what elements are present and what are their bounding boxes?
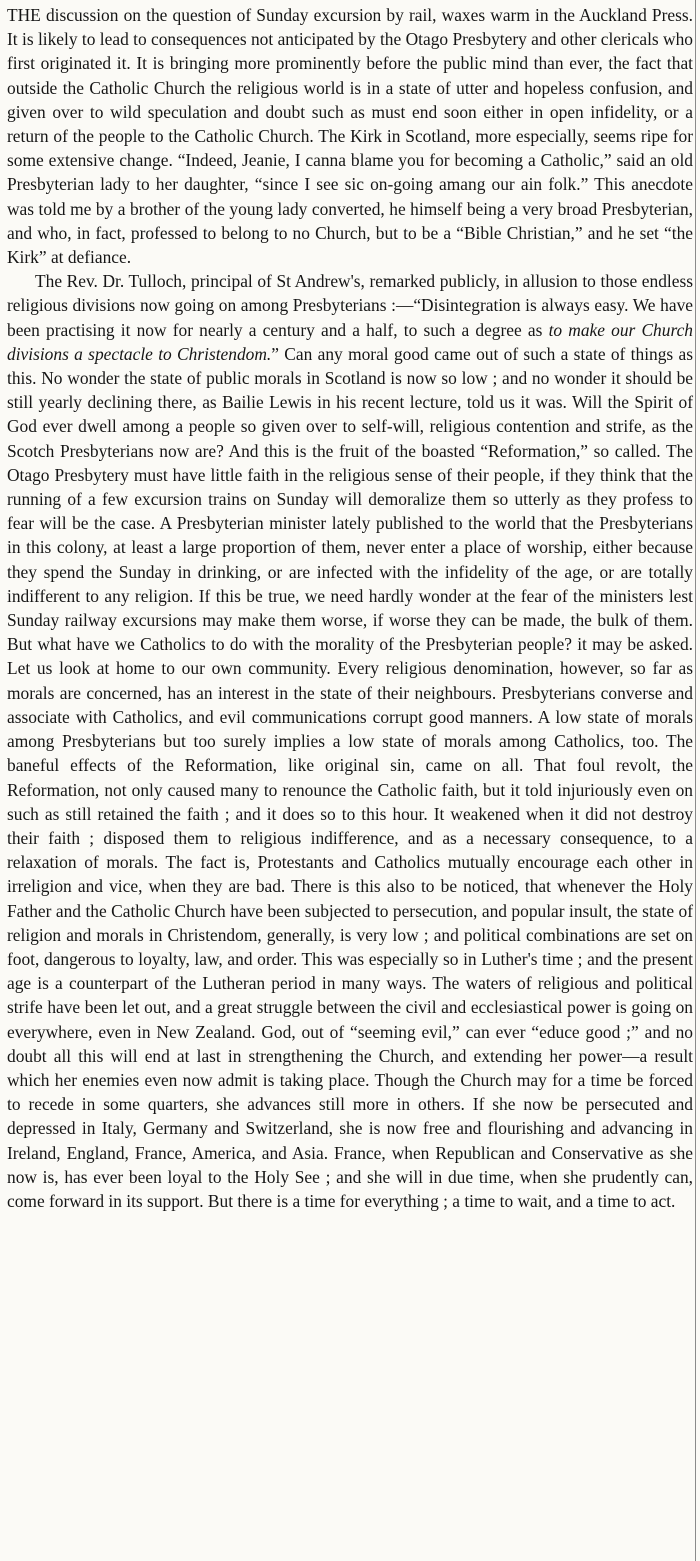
paragraph-2-opening: The Rev. Dr. Tulloch, principal of St Andrew's, remarked publicly, in allusion to those endless religious divisions now going on among Presbyterians :—“Disintegration is always easy. We have been practising it now for nearly a century and a half, to such a degree as — [7, 271, 693, 340]
italic-quotation: to make our Church divisions a spectacle to Christendom. — [7, 319, 693, 364]
column-rule — [695, 0, 696, 1561]
paragraph-2-body: ” Can any moral good came out of such a state of things as this. No wonder the state of public morals in Scotland is now so low ; and no wonder it should be still yearly declining there, as Bailie Lewis in his recent lecture, told us it was. Will the Spirit of God ever dwell among a people so given over to self-will, religious contention and strife, as the Scotch Presbyterians now are? And this is the fruit of the boasted “Reformation,” so called. The Otago Presbytery must have little faith in the religious sense of their people, if they think that the running of a few excursion trains on Sunday will demoralize them so utterly as they profess to fear will be the case. A Presbyterian minister lately published to the world that the Presbyterians in this colony, at least a large proportion of them, never enter a place of worship, either because they spend the Sunday in drinking, or are infected with the infidelity of the age, or are totally indifferent to any religion. If this be true, we need hardly wonder at the fear of the ministers lest Sunday railway excursions may make them worse, if worse they can be made, the bulk of them. But what have we Catholics to do with the morality of the Presbyterian people? it may be asked. Let us look at home to our own community. Every religious denomination, however, so far as morals are concerned, has an interest in the state of their neighbours. Presbyterians converse and associate with Catholics, and evil communications corrupt good manners. A low state of morals among Presbyterians but too surely implies a low state of morals among Catholics, too. The baneful effects of the Reformation, like original sin, came on all. That foul revolt, the Reformation, not only caused many to renounce the Catholic faith, but it told injuriously even on such as still retained the faith ; and it does so to this hour. It weakened when it did not destroy their faith ; disposed them to religious indifference, and as a necessary consequence, to a relaxation of morals. The fact is, Protestants and Catholics mutually encourage each other in irreligion and vice, when they are bad. There is this also to be noticed, that whenever the Holy Father and the Catholic Church have been subjected to persecution, and popular insult, the state of religion and morals in Christendom, generally, is very low ; and political combinations are set on foot, dangerous to loyalty, law, and order. This was especially so in Luther's time ; and the present age is a counterpart of the Lutheran period in many ways. The waters of religious and political strife have been let out, and a great struggle between the civil and ecclesiastical power is going on everywhere, even in New Zealand. God, out of “seeming evil,” can ever “educe good ;” and no doubt all this will end at last in strengthening the Church, and extending her power—a result which her enemies even now admit is taking place. Though the Church may for a time be forced to recede in some quarters, she advances still more in others. If she now be persecuted and depressed in Italy, Germany and Switzerland, she is now free and flourishing and advancing in Ireland, England, France, America, and Asia. France, when Republican and Conservative as she now is, has ever been loyal to the Holy See ; and she will in due time, when she prudently can, come forward in its support. But there is a time for everything ; a time to wait, and a time to act. — [7, 343, 693, 1211]
article-paragraph-2 — [7, 269, 693, 1213]
article-paragraph-1: THE discussion on the question of Sunday excursion by rail, waxes warm in the Auckland Press. It is likely to lead to consequences not anticipated by the Otago Presbytery and other clericals who first originated it. It is bringing more prominently before the public mind than ever, the fact that outside the Catholic Church the religious world is in a state of utter and hopeless confusion, and given over to wild speculation and doubt such as must end soon either in open infidelity, or a return of the people to the Catholic Church. The Kirk in Scotland, more especially, seems ripe for some extensive change. “Indeed, Jeanie, I canna blame you for becoming a Catholic,” said an old Presbyterian lady to her daughter, “since I see sic on-going amang our ain folk.” This anecdote was told me by a brother of the young lady converted, he himself being a very broad Presbyterian, and who, in fact, professed to belong to no Church, but to be a “Bible Christian,” and he set “the Kirk” at defiance. — [7, 5, 693, 268]
article-column — [7, 3, 693, 1213]
